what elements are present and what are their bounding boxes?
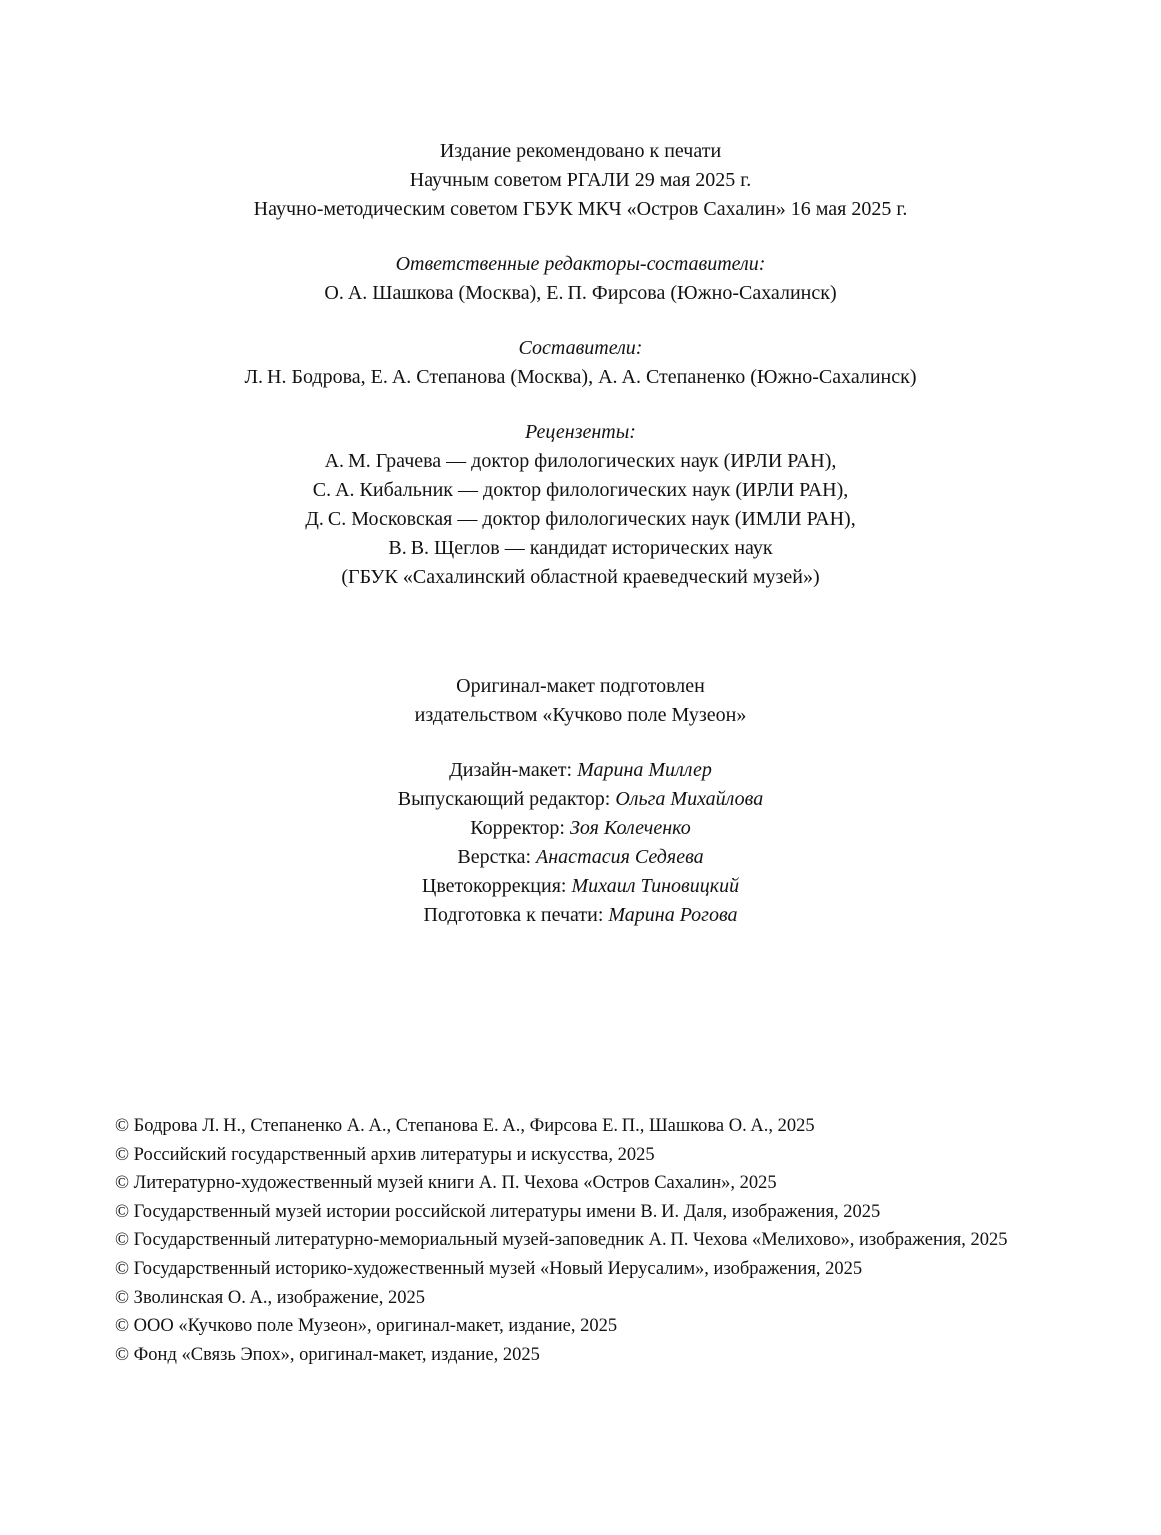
copyright-line: © Литературно-художественный музей книги А. П. Чехова «Остров Сахалин», 2025 [115,1173,777,1194]
approval-line: Издание рекомендовано к печати [439,140,722,162]
credit-role: Цветокоррекция: [421,875,567,897]
reviewers-heading: Рецензенты: [525,421,636,443]
reviewer-line: С. А. Кибальник — доктор филологических наук (ИРЛИ РАН), [312,479,849,501]
credit-row [0,901,1161,930]
reviewer-line: А. М. Грачева — доктор филологических наук (ИРЛИ РАН), [324,450,837,472]
credit-row [0,872,1161,901]
copyright-line: © Зволинская О. А., изображение, 2025 [115,1287,426,1308]
compilers-heading: Составители: [518,337,643,359]
credit-role: Верстка: [457,846,532,868]
credit-name: Зоя Колеченко [569,817,691,839]
copyright-line: © Фонд «Связь Эпох», оригинал-макет, издание, 2025 [115,1344,540,1365]
copyright-line: © Бодрова Л. Н., Степаненко А. А., Степанова Е. А., Фирсова Е. П., Шашкова О. А., 2025 [115,1116,815,1136]
credit-name: Анастасия Седяева [536,846,704,868]
responsible-editors-block [0,250,1161,308]
layout-prepared-line: издательством «Кучково поле Музеон» [414,704,747,726]
reviewer-line: Д. С. Московская — доктор филологических наук (ИМЛИ РАН), [305,508,856,530]
copyright-line: © Государственный историко-художественный музей «Новый Иерусалим», изображения, 2025 [115,1258,863,1279]
compilers-names: Л. Н. Бодрова, Е. А. Степанова (Москва), А. А. Степаненко (Южно-Сахалинск) [244,366,917,388]
credit-row [0,756,1161,785]
credit-name: Марина Рогова [608,904,738,926]
compilers-block [0,334,1161,392]
credit-role: Выпускающий редактор: [397,788,611,810]
copyright-line: © Государственный литературно-мемориальный музей-заповедник А. П. Чехова «Мелихово», изображения, 2025 [115,1230,1008,1251]
approval-line: Научно-методическим советом ГБУК МКЧ «Остров Сахалин» 16 мая 2025 г. [253,198,908,220]
credit-row [0,785,1161,814]
credit-role: Корректор: [470,817,565,839]
copyright-line: © Государственный музей истории российской литературы имени В. И. Даля, изображения, 2025 [115,1201,881,1222]
credit-row [0,843,1161,872]
approval-block [0,137,1161,224]
layout-prepared-line: Оригинал-макет подготовлен [456,675,705,697]
credit-row [0,814,1161,843]
reviewer-line: В. В. Щеглов — кандидат исторических наук [388,537,773,559]
reviewer-line: (ГБУК «Сахалинский областной краеведческий музей») [341,566,820,588]
credit-name: Марина Миллер [577,759,712,781]
credit-name: Ольга Михайлова [615,788,764,810]
responsible-editors-names: О. А. Шашкова (Москва), Е. П. Фирсова (Южно-Сахалинск) [324,282,837,304]
reviewers-block [0,418,1161,592]
copyright-line: © Российский государственный архив литературы и искусства, 2025 [115,1144,655,1165]
responsible-editors-heading: Ответственные редакторы-составители: [395,253,766,275]
credit-name: Михаил Тиновицкий [571,875,740,897]
approval-line: Научным советом РГАЛИ 29 мая 2025 г. [409,169,752,191]
credit-role: Подготовка к печати: [423,904,604,926]
credit-role: Дизайн-макет: [449,759,573,781]
copyright-line: © ООО «Кучково поле Музеон», оригинал-макет, издание, 2025 [115,1316,618,1337]
credits-block [0,756,1161,930]
copyright-block [0,1112,1161,1369]
layout-prepared-block [0,672,1161,730]
